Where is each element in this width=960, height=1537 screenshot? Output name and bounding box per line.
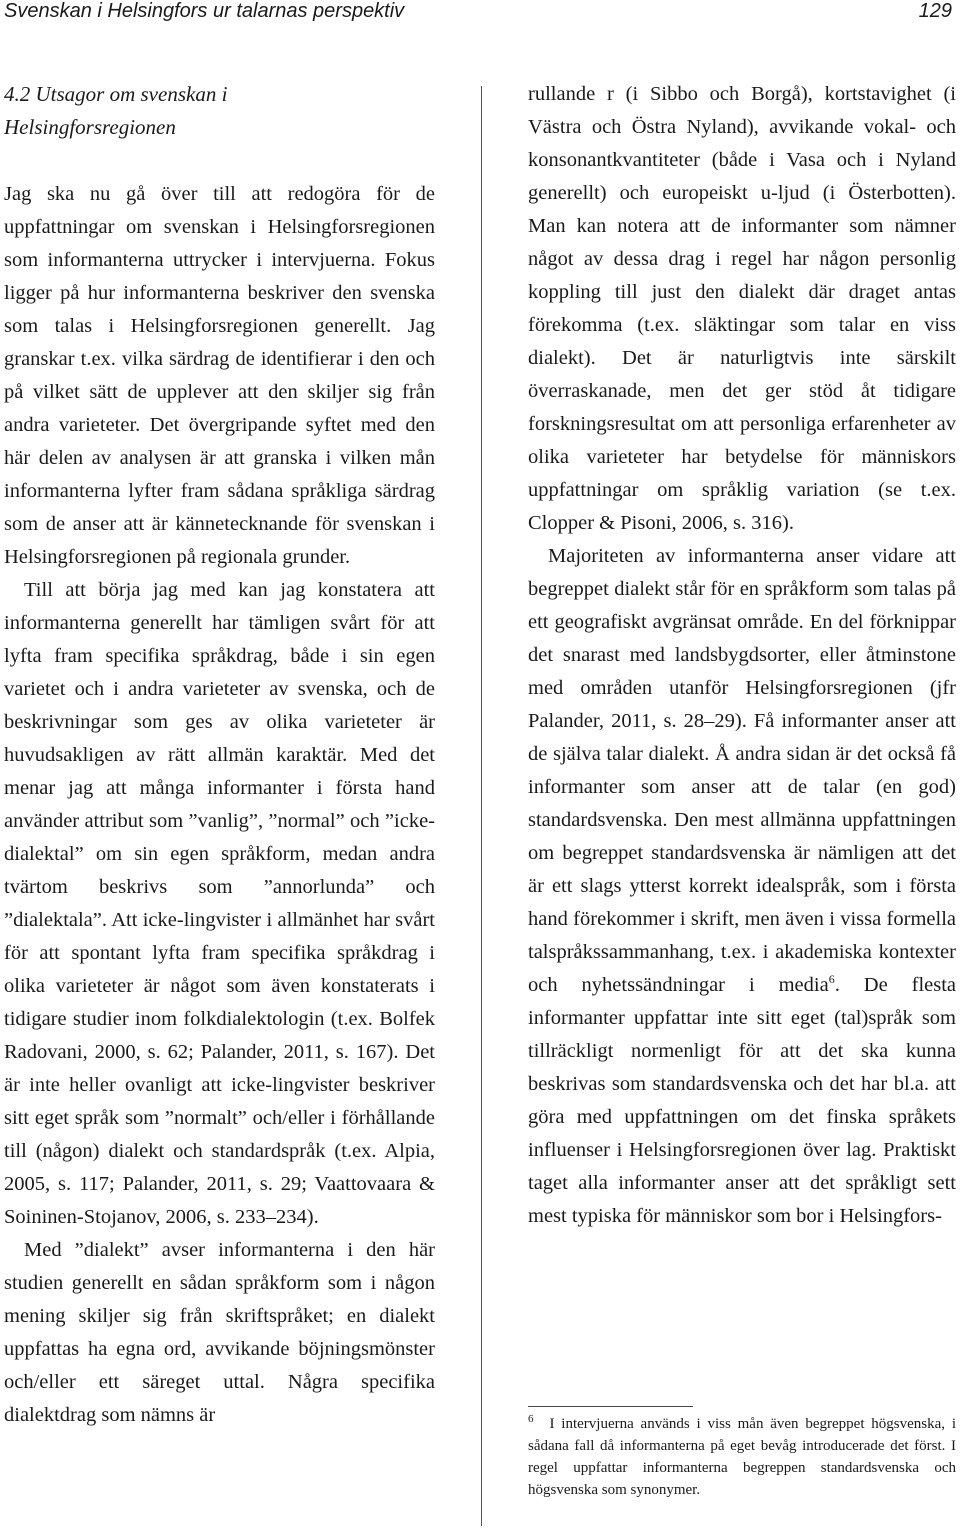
page-number: 129 (918, 0, 952, 22)
footnote-text: I intervjuerna används i viss mån även begreppet högsvenska, i sådana fall då informanterna på eget bevåg introducerade det först. I regel uppfattar informanterna begreppen standardsvenska och högsvenska som synonymer. (528, 1416, 956, 1498)
paragraph: Majoriteten av informanterna anser vidare att begreppet dialekt står för en språkform som talas på ett geografiskt avgränsat område. En del förknippar det snarast med landsbygdsorter, eller åtminstone med områden utanför Helsingforsregionen (jfr Palander, 2011, s. 28–29). Få informanter anser att de själva talar dialekt. Å andra sidan är det också få informanter som anser att de talar (en god) standardsvenska. Den mest allmänna uppfattningen om begreppet standardsvenska är nämligen att det är ett slags ytterst korrekt idealspråk, som i första hand förekommer i skrift, men även i vissa formella talspråkssammanhang, t.ex. i akademiska kontexter och nyhetssändningar i media$^6$. De flesta informanter uppfattar inte sitt eget (tal)språk som tillräckligt normenligt för att det ska kunna beskrivas som standardsvenska och det har bl.a. att göra med uppfattningen om det finska språkets influenser i Helsingforsregionen över lag. Praktiskt taget alla informanter anser att det språkligt sett mest typiska för människor som bor i Helsingfors- (528, 545, 957, 1227)
paragraph: Till att börja jag med kan jag konstatera att informanterna generellt har tämligen svårt för att lyfta fram specifika språkdrag, både i sin egen varietet och i andra varieteter av svenska, och de beskrivningar som ges av olika varieteter är huvudsakligen av rätt allmän karaktär. Med det menar jag att många informanter i första hand använder attribut som ”vanlig”, ”normal” och ”icke-dialektal” om sin egen språkform, medan andra tvärtom beskrivs som ”annorlunda” och ”dialektala”. Att icke-lingvister i allmänhet har svårt för att spontant lyfta fram specifika språkdrag i olika varieteter är något som även konstaterats i tidigare studier inom folkdialektologin (t.ex. Bolfek Radovani, 2000, s. 62; Palander, 2011, s. 167). Det är inte heller ovanligt att icke-lingvister beskriver sitt eget språk som ”normalt” och/eller i förhållande till (någon) dialekt och standardspråk (t.ex. Alpia, 2005, s. 117; Palander, 2011, s. 29; Vaattovaara & Soininen-Stojanov, 2006, s. 233–234). (4, 579, 435, 1228)
footnote-number: 6 (528, 1413, 534, 1425)
paragraph: Jag ska nu gå över till att redogöra för de uppfattningar om svenskan i Helsingforsregionen som informanterna uttrycker i intervjuerna. Fokus ligger på hur informanterna beskriver den svenska som talas i Helsingforsregionen generellt. Jag granskar t.ex. vilka särdrag de identifierar i den och på vilket sätt de upplever att den skiljer sig från andra varieteter. Det övergripande syftet med den här delen av analysen är att granska i vilken mån informanterna lyfter fram sådana språkliga särdrag som de anser att är kännetecknande för svenskan i Helsingforsregionen på regionala grunder. (4, 183, 435, 568)
footnote-divider (528, 1406, 693, 1407)
running-header (4, 0, 952, 26)
paragraph: Med ”dialekt” avser informanterna i den här studien generellt en sådan språkform som i någon mening skiljer sig från skriftspråket; en dialekt uppfattas ha egna ord, avvikande böjningsmönster och/eller ett säreget uttal. Några specifika dialektdrag som nämns är (4, 1239, 435, 1426)
footnote (528, 1413, 956, 1501)
paragraph-text: Majoriteten av informanterna anser vidare att begreppet dialekt står för en språkform som talas på ett geografiskt avgränsat område. En del förknippar det snarast med landsbygdsorter, eller åtminstone med områden utanför Helsingforsregionen (jfr Palander, 2011, s. 28–29). Få informanter anser att de själva talar dialekt. Å andra sidan är det också få informanter som anser att de talar (en god) standardsvenska. Den mest allmänna uppfattningen om begreppet standardsvenska är nämligen att det är ett slags ytterst korrekt idealspråk, som i första hand förekommer i skrift, men även i vissa formella talspråkssammanhang, t.ex. i akademiska kontexter och nyhetssändningar i media (528, 545, 956, 996)
footnote-reference[interactable]: 6 (828, 972, 835, 987)
paragraph-text: De flesta informanter uppfattar inte sitt eget (tal)språk som tillräckligt normenligt för att det ska kunna beskrivas som standardsvenska och det har bl.a. att göra med uppfattningen om det finska språkets influenser i Helsingforsregionen över lag. Praktiskt taget alla informanter anser att det språkligt sett mest typiska för människor som bor i Helsingfors- (528, 974, 957, 1227)
left-column (4, 78, 435, 1432)
right-column (528, 78, 956, 1233)
column-divider (481, 86, 482, 1526)
running-title: Svenskan i Helsingfors ur talarnas perspektiv (4, 0, 405, 22)
paragraph: rullande r (i Sibbo och Borgå), kortstavighet (i Västra och Östra Nyland), avvikande vokal- och konsonantkvantiteter (både i Vasa och i Nyland generellt) och europeiskt u-ljud (i Österbotten). Man kan notera att de informanter som nämner något av dessa drag i regel har någon personlig koppling till just den dialekt där draget antas förekomma (t.ex. släktingar som talar en viss dialekt). Det är naturligtvis inte särskilt överraskanade, men det ger stöd åt tidigare forskningsresultat om att personliga erfarenheter av olika varieteter har betydelse för människors uppfattningar om språklig variation (se t.ex. Clopper & Pisoni, 2006, s. 316). (528, 83, 956, 534)
section-heading: 4.2 Utsagor om svenskan i Helsingforsregionen (4, 82, 228, 139)
